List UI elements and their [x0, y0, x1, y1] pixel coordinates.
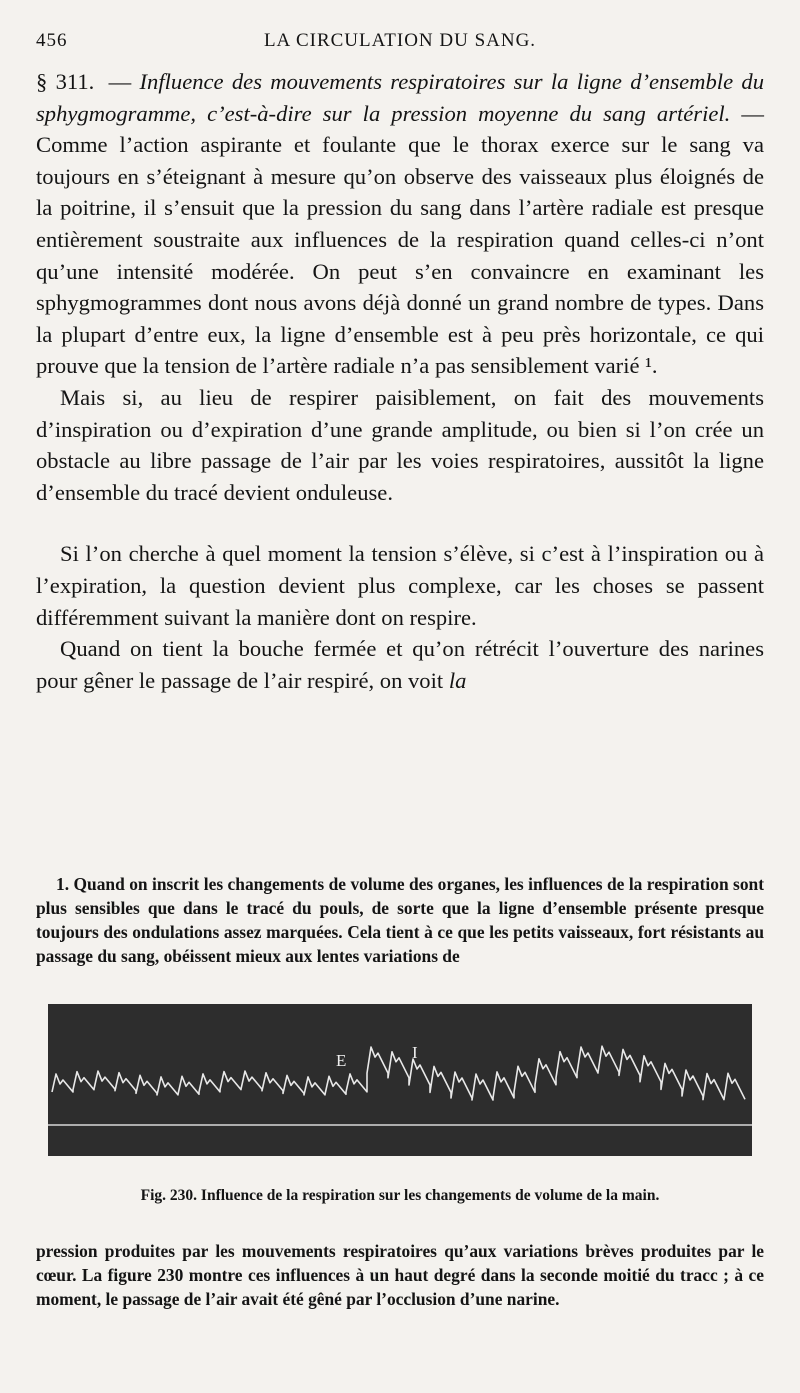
label-e: E [336, 1051, 347, 1070]
footnote-text: Quand on inscrit les changements de volume des organes, les influences de la respiration sont plus sensibles que dans le tracé du pouls, de sorte que la ligne d’ensemble présente presque toujours des ondulations assez marquées. Cela tient à ce que les petits vaisseaux, fort résistants au passage du sang, obéissent mieux aux lentes variations de [36, 874, 764, 966]
section-paragraph [36, 66, 764, 382]
paragraph-last-word: la [448, 667, 467, 693]
section-text: — Comme l’action aspirante et foulante que le thorax exerce sur le sang va toujours en s’éteignant à mesure qu’on observe des vaisseaux plus éloignés de la poitrine, il s’ensuit que la pression du sang dans l’artère radiale est presque entièrement soustraite aux influences de la respiration quand celles-ci n’ont qu’une intensité modérée. On peut s’en convaincre en examinant les sphygmogrammes dont nous avons déjà donné un grand nombre de types. Dans la plupart d’entre eux, la ligne d’ensemble est à peu près horizontale, ce qui prouve que la tension de l’artère radiale n’a pas sensiblement varié ¹. [36, 100, 764, 379]
figure-caption: Fig. 230. Influence de la respiration sur les changements de volume de la main. [140, 1187, 660, 1204]
section-dash: — [108, 69, 132, 94]
main-text [36, 66, 764, 696]
section-number: § 311. [36, 69, 95, 94]
figure-230 [48, 1004, 752, 1156]
footnote-continuation [36, 1239, 764, 1311]
label-i: I [412, 1043, 418, 1062]
paragraph-text: Quand on tient la bouche fermée et qu’on rétrécit l’ouverture des narines pour gêner le passage de l’air respiré, on voit [36, 636, 764, 693]
plethysmogram-trace [48, 1004, 752, 1156]
continuation-text: pression produites par les mouvements respiratoires qu’aux variations brèves produites par le cœur. La figure 230 montre ces influences à un haut degré dans la seconde moitié du tracc ; à ce moment, le passage de l’air avait été gêné par l’occlusion d’une narine. [36, 1241, 764, 1309]
footnote-number: 1. [56, 874, 70, 894]
figure-background [48, 1004, 752, 1156]
footnote [36, 872, 764, 968]
paragraph-continued [36, 633, 764, 696]
page-number: 456 [36, 30, 68, 51]
paragraph: Si l’on cherche à quel moment la tension s’élève, si c’est à l’inspiration ou à l’expiration, la question devient plus complexe, car les choses se passent différemment suivant la manière dont on respire. [36, 541, 764, 630]
running-title: LA CIRCULATION DU SANG. [263, 30, 537, 51]
section-title: Influence des mouvements respiratoires sur la ligne d’ensemble du sphygmogramme, c’est-à-dire sur la pression moyenne du sang artériel. [36, 69, 764, 126]
paragraph: Mais si, au lieu de respirer paisiblement, on fait des mouvements d’inspiration ou d’expiration d’une grande amplitude, ou bien si l’on crée un obstacle au libre passage de l’air par les voies respiratoires, aussitôt la ligne d’ensemble du tracé devient onduleuse. [36, 384, 764, 505]
page-header [36, 30, 764, 60]
